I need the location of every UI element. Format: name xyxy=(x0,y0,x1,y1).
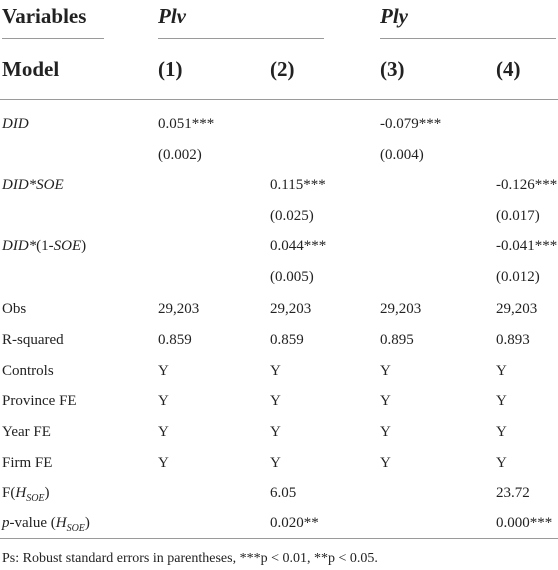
row-did-nsoe-c2: 0.044*** xyxy=(270,238,327,254)
row-pval-label-b: -value ( xyxy=(9,515,56,531)
row-f-label xyxy=(2,486,50,504)
row-f-c4: 23.72 xyxy=(496,485,530,501)
footnote xyxy=(2,552,378,566)
row-r2-label: R-squared xyxy=(2,332,64,348)
row-did-c3-se: (0.004) xyxy=(380,147,424,163)
row-controls-c1: Y xyxy=(158,363,169,379)
row-firm-c2: Y xyxy=(270,455,281,471)
row-pval-c2: 0.020** xyxy=(270,515,319,531)
row-did-nsoe-label xyxy=(2,239,86,254)
row-obs-c1: 29,203 xyxy=(158,301,200,317)
header-col1: (1) xyxy=(158,57,183,81)
row-did-nsoe-label-d: ) xyxy=(81,238,87,254)
row-r2-c3: 0.895 xyxy=(380,332,414,348)
header-model: Model xyxy=(2,57,60,81)
row-year-label: Year FE xyxy=(2,424,51,440)
row-r2-c1: 0.859 xyxy=(158,332,192,348)
header-group-plv: Plv xyxy=(158,4,186,28)
row-did-c1-se: (0.002) xyxy=(158,147,202,163)
header-group-ply: Ply xyxy=(380,4,408,28)
row-pval-label xyxy=(2,516,90,534)
row-did-soe-c4: -0.126*** xyxy=(496,177,558,193)
row-year-c4: Y xyxy=(496,424,507,440)
row-controls-c2: Y xyxy=(270,363,281,379)
row-controls-c3: Y xyxy=(380,363,391,379)
header-col2: (2) xyxy=(270,57,295,81)
row-did-soe-label-b: SOE xyxy=(36,177,64,193)
row-year-c3: Y xyxy=(380,424,391,440)
row-controls-c4: Y xyxy=(496,363,507,379)
row-f-c2: 6.05 xyxy=(270,485,297,501)
row-f-label-b: ) xyxy=(44,485,50,501)
row-f-label-h: H xyxy=(15,485,27,501)
row-obs-label: Obs xyxy=(2,301,27,317)
row-f-label-a: F( xyxy=(2,485,16,501)
row-firm-c1: Y xyxy=(158,455,169,471)
row-r2-c2: 0.859 xyxy=(270,332,304,348)
rule-under-plv xyxy=(158,38,324,39)
row-province-c4: Y xyxy=(496,393,507,409)
header-col4: (4) xyxy=(496,57,521,81)
header-col3: (3) xyxy=(380,57,405,81)
row-did-soe-label xyxy=(2,178,64,193)
row-year-c2: Y xyxy=(270,424,281,440)
row-firm-c3: Y xyxy=(380,455,391,471)
header-variables: Variables xyxy=(2,4,87,28)
row-did-nsoe-c2-se: (0.005) xyxy=(270,269,314,285)
row-province-label: Province FE xyxy=(2,393,77,409)
row-did-label: DID xyxy=(2,116,29,132)
row-controls-label: Controls xyxy=(2,363,54,379)
rule-under-ply xyxy=(380,38,556,39)
row-did-nsoe-c4-se: (0.012) xyxy=(496,269,540,285)
row-did-soe-c2-se: (0.025) xyxy=(270,208,314,224)
row-r2-c4: 0.893 xyxy=(496,332,530,348)
row-pval-c4: 0.000*** xyxy=(496,515,553,531)
row-pval-label-c: ) xyxy=(84,515,90,531)
row-pval-label-sub: SOE xyxy=(66,523,85,534)
row-did-nsoe-label-b: (1- xyxy=(36,238,54,254)
row-did-c1: 0.051*** xyxy=(158,116,215,132)
row-pval-label-h: H xyxy=(55,515,67,531)
row-province-c1: Y xyxy=(158,393,169,409)
row-did-nsoe-label-a: DID* xyxy=(2,238,37,254)
row-did-soe-c2: 0.115*** xyxy=(270,177,326,193)
row-firm-c4: Y xyxy=(496,455,507,471)
row-did-nsoe-label-c: SOE xyxy=(53,238,82,254)
row-year-c1: Y xyxy=(158,424,169,440)
row-firm-label: Firm FE xyxy=(2,455,53,471)
rule-header-bottom xyxy=(0,99,558,100)
row-did-soe-label-a: DID* xyxy=(2,177,37,193)
row-province-c2: Y xyxy=(270,393,281,409)
rule-under-variables xyxy=(2,38,104,39)
row-did-nsoe-c4: -0.041*** xyxy=(496,238,558,254)
row-obs-c2: 29,203 xyxy=(270,301,312,317)
row-f-label-sub: SOE xyxy=(26,493,45,504)
row-province-c3: Y xyxy=(380,393,391,409)
row-obs-c3: 29,203 xyxy=(380,301,422,317)
row-did-soe-c4-se: (0.017) xyxy=(496,208,540,224)
row-did-c3: -0.079*** xyxy=(380,116,442,132)
row-obs-c4: 29,203 xyxy=(496,301,538,317)
row-pval-label-a: p xyxy=(2,515,10,531)
footnote-text: Ps: Robust standard errors in parentheses, ***p < 0.01, **p < 0.05. xyxy=(2,551,378,566)
rule-table-bottom xyxy=(0,538,558,539)
